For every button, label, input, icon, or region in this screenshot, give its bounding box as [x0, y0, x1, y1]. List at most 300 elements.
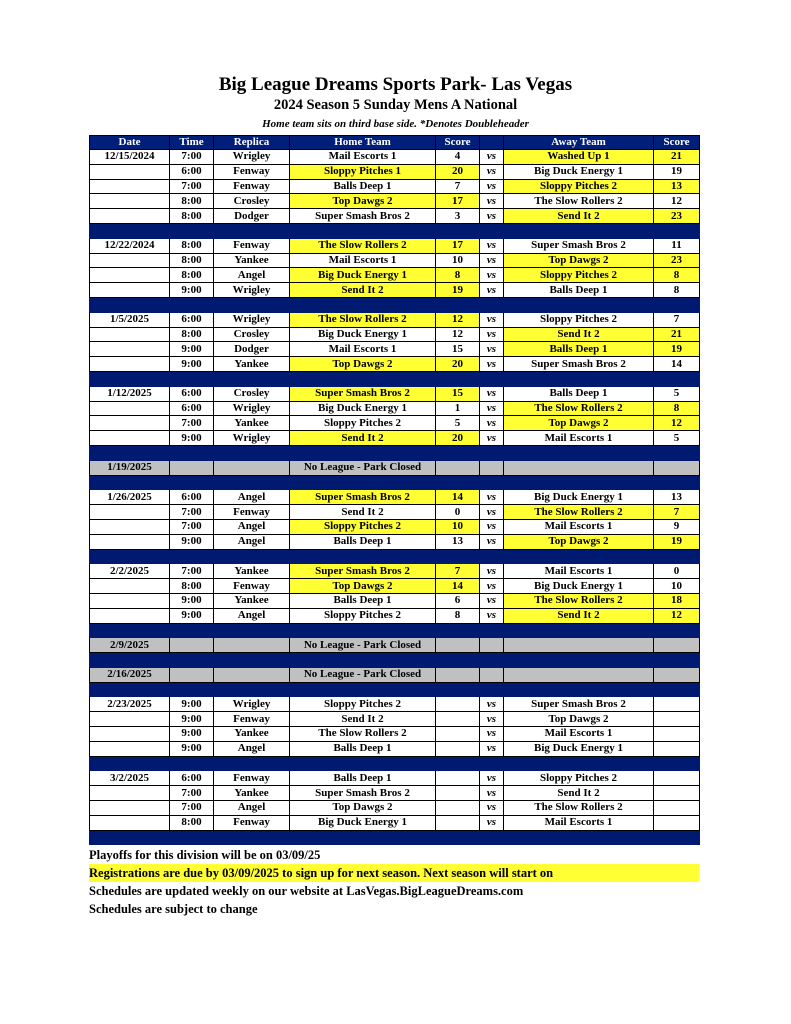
separator-cell: [436, 682, 480, 697]
away-team-cell: Washed Up 1: [504, 150, 654, 165]
game-row: [90, 194, 700, 209]
time-cell: 7:00: [170, 505, 214, 520]
vs-cell: vs: [480, 815, 504, 830]
vs-cell: vs: [480, 786, 504, 801]
time-cell: 8:00: [170, 253, 214, 268]
time-cell: 7:00: [170, 564, 214, 579]
vs-cell: vs: [480, 727, 504, 742]
away-score-cell: 9: [654, 519, 700, 534]
vs-cell: [480, 667, 504, 682]
away-score-cell: 12: [654, 194, 700, 209]
time-cell: 8:00: [170, 209, 214, 224]
vs-cell: vs: [480, 801, 504, 816]
away-score-cell: [654, 712, 700, 727]
vs-cell: vs: [480, 505, 504, 520]
header-date: Date: [90, 136, 170, 150]
game-row: [90, 283, 700, 298]
away-team-cell: Sloppy Pitches 2: [504, 771, 654, 786]
away-score-cell: 19: [654, 342, 700, 357]
home-team-cell: Big Duck Energy 1: [290, 268, 436, 283]
away-score-cell: 8: [654, 268, 700, 283]
closed-row: [90, 460, 700, 475]
time-cell: 9:00: [170, 593, 214, 608]
date-cell: [90, 253, 170, 268]
time-cell: 9:00: [170, 712, 214, 727]
separator-cell: [654, 475, 700, 490]
away-score-cell: 7: [654, 505, 700, 520]
game-row: [90, 505, 700, 520]
game-row: [90, 815, 700, 830]
date-cell: [90, 283, 170, 298]
replica-cell: Crosley: [214, 327, 290, 342]
game-row: [90, 801, 700, 816]
home-team-cell: Send It 2: [290, 505, 436, 520]
replica-cell: Angel: [214, 801, 290, 816]
separator-cell: [504, 297, 654, 312]
home-team-cell: The Slow Rollers 2: [290, 312, 436, 327]
separator-cell: [170, 475, 214, 490]
separator-cell: [436, 549, 480, 564]
away-team-cell: Big Duck Energy 1: [504, 164, 654, 179]
away-score-cell: 13: [654, 490, 700, 505]
vs-cell: vs: [480, 253, 504, 268]
home-score-cell: 0: [436, 505, 480, 520]
game-row: [90, 312, 700, 327]
away-team-cell: [504, 638, 654, 653]
home-score-cell: 14: [436, 579, 480, 594]
separator-cell: [214, 297, 290, 312]
vs-cell: vs: [480, 386, 504, 401]
time-cell: 8:00: [170, 327, 214, 342]
home-team-cell: Super Smash Bros 2: [290, 490, 436, 505]
date-cell: 1/12/2025: [90, 386, 170, 401]
replica-cell: [214, 638, 290, 653]
away-team-cell: Send It 2: [504, 209, 654, 224]
game-row: [90, 164, 700, 179]
vs-cell: vs: [480, 416, 504, 431]
away-team-cell: Balls Deep 1: [504, 283, 654, 298]
vs-cell: [480, 638, 504, 653]
away-team-cell: Send It 2: [504, 327, 654, 342]
date-cell: [90, 357, 170, 372]
home-team-cell: Big Duck Energy 1: [290, 815, 436, 830]
away-team-cell: The Slow Rollers 2: [504, 194, 654, 209]
home-team-cell: Balls Deep 1: [290, 593, 436, 608]
replica-cell: Fenway: [214, 815, 290, 830]
away-score-cell: [654, 727, 700, 742]
time-cell: 9:00: [170, 342, 214, 357]
home-score-cell: 20: [436, 164, 480, 179]
subject-note: Schedules are subject to change: [89, 902, 258, 916]
game-row: [90, 519, 700, 534]
home-score-cell: 6: [436, 593, 480, 608]
time-cell: 7:00: [170, 519, 214, 534]
separator-cell: [480, 653, 504, 668]
home-score-cell: 8: [436, 608, 480, 623]
game-row: [90, 179, 700, 194]
away-team-cell: The Slow Rollers 2: [504, 505, 654, 520]
separator-cell: [170, 623, 214, 638]
separator-cell: [436, 756, 480, 771]
separator-cell: [290, 682, 436, 697]
home-team-cell: Balls Deep 1: [290, 741, 436, 756]
replica-cell: Fenway: [214, 179, 290, 194]
vs-cell: vs: [480, 519, 504, 534]
vs-cell: vs: [480, 312, 504, 327]
date-cell: 2/23/2025: [90, 697, 170, 712]
away-team-cell: Sloppy Pitches 2: [504, 179, 654, 194]
game-row: [90, 741, 700, 756]
time-cell: 9:00: [170, 608, 214, 623]
home-score-cell: 15: [436, 386, 480, 401]
time-cell: 8:00: [170, 194, 214, 209]
home-team-cell: Send It 2: [290, 712, 436, 727]
separator-cell: [214, 475, 290, 490]
away-score-cell: [654, 697, 700, 712]
away-team-cell: Balls Deep 1: [504, 386, 654, 401]
separator-cell: [170, 445, 214, 460]
separator-cell: [654, 756, 700, 771]
game-row: [90, 416, 700, 431]
replica-cell: Angel: [214, 490, 290, 505]
away-score-cell: 21: [654, 327, 700, 342]
away-score-cell: [654, 815, 700, 830]
separator-cell: [480, 756, 504, 771]
vs-cell: vs: [480, 164, 504, 179]
closed-label: No League - Park Closed: [290, 638, 436, 653]
closed-label: No League - Park Closed: [290, 460, 436, 475]
schedule-body: [90, 150, 700, 845]
replica-cell: Fenway: [214, 164, 290, 179]
week-separator: [90, 475, 700, 490]
replica-cell: Wrigley: [214, 401, 290, 416]
home-score-cell: 1: [436, 401, 480, 416]
home-team-cell: Send It 2: [290, 283, 436, 298]
time-cell: [170, 638, 214, 653]
separator-cell: [290, 830, 436, 845]
home-team-cell: The Slow Rollers 2: [290, 238, 436, 253]
separator-cell: [504, 371, 654, 386]
home-team-cell: Mail Escorts 1: [290, 253, 436, 268]
date-cell: [90, 327, 170, 342]
home-team-cell: Balls Deep 1: [290, 534, 436, 549]
game-row: [90, 579, 700, 594]
away-score-cell: [654, 460, 700, 475]
home-score-cell: 3: [436, 209, 480, 224]
separator-cell: [504, 475, 654, 490]
separator-cell: [436, 223, 480, 238]
home-score-cell: 20: [436, 357, 480, 372]
time-cell: [170, 667, 214, 682]
home-score-cell: [436, 771, 480, 786]
separator-cell: [480, 549, 504, 564]
home-team-cell: Sloppy Pitches 2: [290, 697, 436, 712]
separator-cell: [436, 445, 480, 460]
away-team-cell: Super Smash Bros 2: [504, 238, 654, 253]
home-team-cell: Sloppy Pitches 2: [290, 416, 436, 431]
vs-cell: vs: [480, 564, 504, 579]
away-team-cell: The Slow Rollers 2: [504, 401, 654, 416]
game-row: [90, 786, 700, 801]
time-cell: 9:00: [170, 431, 214, 446]
schedule-note: Home team sits on third base side. *Denotes Doubleheader: [262, 118, 529, 130]
time-cell: 9:00: [170, 727, 214, 742]
separator-cell: [214, 653, 290, 668]
time-cell: 9:00: [170, 534, 214, 549]
home-team-cell: Sloppy Pitches 2: [290, 608, 436, 623]
separator-cell: [436, 623, 480, 638]
header-time: Time: [170, 136, 214, 150]
separator-cell: [214, 223, 290, 238]
home-team-cell: Super Smash Bros 2: [290, 386, 436, 401]
vs-cell: vs: [480, 608, 504, 623]
away-team-cell: Top Dawgs 2: [504, 534, 654, 549]
separator-cell: [290, 475, 436, 490]
home-team-cell: Big Duck Energy 1: [290, 327, 436, 342]
home-score-cell: 15: [436, 342, 480, 357]
away-team-cell: Top Dawgs 2: [504, 712, 654, 727]
vs-cell: vs: [480, 593, 504, 608]
separator-cell: [90, 445, 170, 460]
away-team-cell: Balls Deep 1: [504, 342, 654, 357]
vs-cell: vs: [480, 327, 504, 342]
game-row: [90, 327, 700, 342]
vs-cell: vs: [480, 401, 504, 416]
separator-cell: [480, 371, 504, 386]
replica-cell: Crosley: [214, 194, 290, 209]
home-score-cell: 7: [436, 179, 480, 194]
game-row: [90, 712, 700, 727]
time-cell: 8:00: [170, 268, 214, 283]
away-score-cell: 11: [654, 238, 700, 253]
away-score-cell: 8: [654, 283, 700, 298]
time-cell: 8:00: [170, 579, 214, 594]
away-score-cell: 8: [654, 401, 700, 416]
home-team-cell: Top Dawgs 2: [290, 357, 436, 372]
game-row: [90, 727, 700, 742]
home-score-cell: 5: [436, 416, 480, 431]
game-row: [90, 593, 700, 608]
game-row: [90, 771, 700, 786]
away-team-cell: Super Smash Bros 2: [504, 697, 654, 712]
away-score-cell: 19: [654, 164, 700, 179]
replica-cell: Yankee: [214, 357, 290, 372]
separator-cell: [90, 830, 170, 845]
game-row: [90, 401, 700, 416]
replica-cell: Fenway: [214, 712, 290, 727]
away-team-cell: Mail Escorts 1: [504, 519, 654, 534]
time-cell: 7:00: [170, 801, 214, 816]
week-separator: [90, 653, 700, 668]
separator-cell: [480, 623, 504, 638]
replica-cell: Angel: [214, 268, 290, 283]
date-cell: [90, 786, 170, 801]
website-note: Schedules are updated weekly on our website at LasVegas.BigLeagueDreams.com: [89, 884, 524, 898]
registration-note: Registrations are due by 03/09/2025 to sign up for next season. Next season will start on: [89, 864, 699, 882]
replica-cell: Yankee: [214, 253, 290, 268]
home-team-cell: Big Duck Energy 1: [290, 401, 436, 416]
replica-cell: Angel: [214, 741, 290, 756]
away-score-cell: 19: [654, 534, 700, 549]
away-score-cell: 23: [654, 253, 700, 268]
separator-cell: [214, 830, 290, 845]
separator-cell: [90, 297, 170, 312]
separator-cell: [90, 223, 170, 238]
time-cell: 6:00: [170, 164, 214, 179]
away-score-cell: [654, 638, 700, 653]
date-cell: 3/2/2025: [90, 771, 170, 786]
date-cell: [90, 194, 170, 209]
home-team-cell: Sloppy Pitches 2: [290, 519, 436, 534]
separator-cell: [170, 371, 214, 386]
home-team-cell: Super Smash Bros 2: [290, 209, 436, 224]
game-row: [90, 564, 700, 579]
separator-cell: [504, 756, 654, 771]
separator-cell: [90, 549, 170, 564]
date-cell: [90, 593, 170, 608]
separator-cell: [170, 653, 214, 668]
away-team-cell: The Slow Rollers 2: [504, 593, 654, 608]
time-cell: 8:00: [170, 815, 214, 830]
season-subtitle: 2024 Season 5 Sunday Mens A National: [273, 97, 518, 113]
separator-cell: [654, 623, 700, 638]
away-team-cell: Super Smash Bros 2: [504, 357, 654, 372]
home-team-cell: Top Dawgs 2: [290, 194, 436, 209]
date-cell: [90, 801, 170, 816]
separator-cell: [480, 445, 504, 460]
header-vs: [480, 136, 504, 150]
date-cell: [90, 741, 170, 756]
home-score-cell: 14: [436, 490, 480, 505]
away-team-cell: [504, 667, 654, 682]
separator-cell: [290, 445, 436, 460]
separator-cell: [504, 549, 654, 564]
home-score-cell: 8: [436, 268, 480, 283]
header-home-team: Home Team: [290, 136, 436, 150]
date-cell: [90, 416, 170, 431]
separator-cell: [90, 475, 170, 490]
vs-cell: vs: [480, 534, 504, 549]
vs-cell: vs: [480, 194, 504, 209]
date-cell: [90, 179, 170, 194]
date-cell: [90, 505, 170, 520]
home-team-cell: Sloppy Pitches 1: [290, 164, 436, 179]
away-score-cell: [654, 786, 700, 801]
separator-cell: [90, 653, 170, 668]
away-team-cell: Send It 2: [504, 786, 654, 801]
away-team-cell: Mail Escorts 1: [504, 431, 654, 446]
separator-cell: [436, 371, 480, 386]
time-cell: 6:00: [170, 771, 214, 786]
away-score-cell: [654, 771, 700, 786]
home-team-cell: Super Smash Bros 2: [290, 786, 436, 801]
separator-cell: [436, 830, 480, 845]
replica-cell: Fenway: [214, 238, 290, 253]
time-cell: 7:00: [170, 416, 214, 431]
replica-cell: Yankee: [214, 593, 290, 608]
separator-cell: [290, 756, 436, 771]
time-cell: 9:00: [170, 697, 214, 712]
vs-cell: vs: [480, 357, 504, 372]
home-score-cell: 10: [436, 253, 480, 268]
time-cell: 9:00: [170, 741, 214, 756]
week-separator: [90, 756, 700, 771]
vs-cell: vs: [480, 771, 504, 786]
separator-cell: [214, 445, 290, 460]
separator-cell: [90, 682, 170, 697]
home-score-cell: 12: [436, 327, 480, 342]
replica-cell: Angel: [214, 608, 290, 623]
date-cell: [90, 519, 170, 534]
closed-row: [90, 667, 700, 682]
separator-cell: [654, 653, 700, 668]
home-score-cell: [436, 801, 480, 816]
separator-cell: [654, 549, 700, 564]
week-separator: [90, 549, 700, 564]
away-score-cell: [654, 741, 700, 756]
separator-cell: [170, 682, 214, 697]
separator-cell: [170, 549, 214, 564]
home-team-cell: Top Dawgs 2: [290, 801, 436, 816]
separator-cell: [654, 371, 700, 386]
time-cell: 6:00: [170, 312, 214, 327]
home-score-cell: [436, 786, 480, 801]
time-cell: 6:00: [170, 490, 214, 505]
separator-cell: [290, 653, 436, 668]
separator-cell: [170, 756, 214, 771]
date-cell: [90, 534, 170, 549]
closed-label: No League - Park Closed: [290, 667, 436, 682]
separator-cell: [480, 475, 504, 490]
game-row: [90, 238, 700, 253]
away-team-cell: Top Dawgs 2: [504, 416, 654, 431]
game-row: [90, 490, 700, 505]
separator-cell: [290, 297, 436, 312]
away-score-cell: 23: [654, 209, 700, 224]
home-score-cell: 17: [436, 238, 480, 253]
game-row: [90, 534, 700, 549]
date-cell: [90, 727, 170, 742]
away-score-cell: 14: [654, 357, 700, 372]
separator-cell: [504, 830, 654, 845]
date-cell: 2/2/2025: [90, 564, 170, 579]
replica-cell: Fenway: [214, 579, 290, 594]
separator-cell: [654, 297, 700, 312]
time-cell: 7:00: [170, 150, 214, 165]
replica-cell: Fenway: [214, 505, 290, 520]
vs-cell: vs: [480, 490, 504, 505]
away-score-cell: 0: [654, 564, 700, 579]
header-away-score: Score: [654, 136, 700, 150]
game-row: [90, 357, 700, 372]
time-cell: 7:00: [170, 786, 214, 801]
separator-cell: [504, 682, 654, 697]
date-cell: 1/26/2025: [90, 490, 170, 505]
separator-cell: [654, 830, 700, 845]
separator-cell: [214, 371, 290, 386]
home-score-cell: 10: [436, 519, 480, 534]
away-team-cell: Top Dawgs 2: [504, 253, 654, 268]
week-separator: [90, 682, 700, 697]
date-cell: 1/5/2025: [90, 312, 170, 327]
away-score-cell: 12: [654, 416, 700, 431]
home-score-cell: 17: [436, 194, 480, 209]
home-score-cell: [436, 638, 480, 653]
vs-cell: vs: [480, 268, 504, 283]
away-score-cell: 7: [654, 312, 700, 327]
separator-cell: [654, 445, 700, 460]
away-team-cell: The Slow Rollers 2: [504, 801, 654, 816]
